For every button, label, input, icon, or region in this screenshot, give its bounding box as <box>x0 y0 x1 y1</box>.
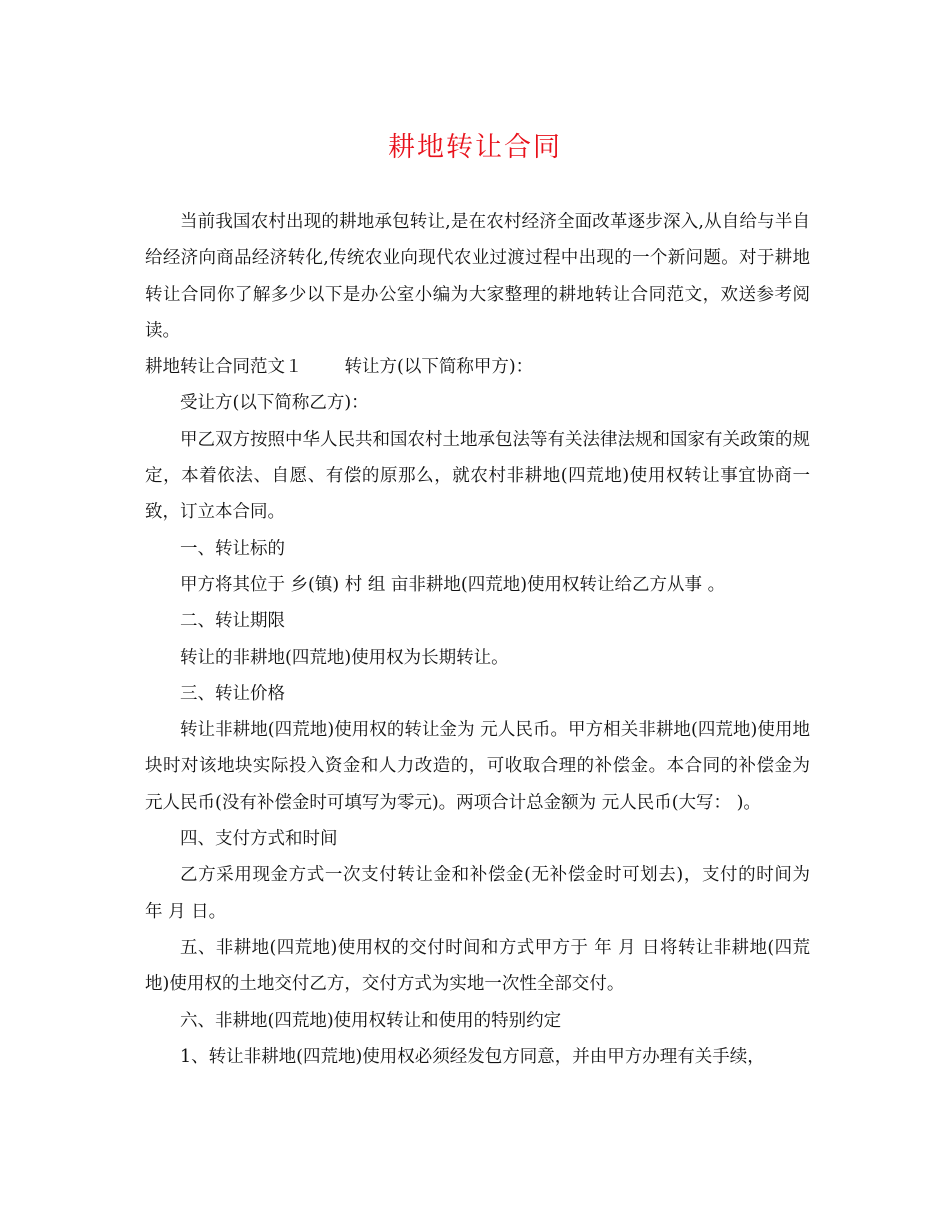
preamble-paragraph: 甲乙双方按照中华人民共和国农村土地承包法等有关法律法规和国家有关政策的规定，本着依法、自愿、有偿的原那么，就农村非耕地(四荒地)使用权转让事宜协商一致，订立本合同。 <box>145 429 810 523</box>
section-2-body: 转让的非耕地(四荒地)使用权为长期转让。 <box>180 647 509 668</box>
section-6-title: 六、非耕地(四荒地)使用权转让和使用的特别约定 <box>180 1010 562 1031</box>
section-6-item-1: 1、转让非耕地(四荒地)使用权必须经发包方同意，并由甲方办理有关手续， <box>180 1046 765 1067</box>
intro-paragraph: 当前我国农村出现的耕地承包转让,是在农村经济全面改革逐步深入,从自给与半自给经济向商品经济转化,传统农业向现代农业过渡过程中出现的一个新问题。对于耕地转让合同你了解多少以下是办公室小编为大家整理的耕地转让合同范文，欢送参考阅读。 <box>145 212 810 341</box>
sample-heading-line <box>145 349 810 385</box>
party-b-label: 受让方(以下简称乙方)： <box>180 393 369 414</box>
section-3-body: 转让非耕地(四荒地)使用权的转让金为 元人民币。甲方相关非耕地(四荒地)使用地块时对该地块实际投入资金和人力改造的，可收取合理的补偿金。本合同的补偿金为 元人民币(没有补偿金时可填写为零元)。两项合计总金额为 元人民币(大写： )。 <box>145 720 810 813</box>
sample-heading: 耕地转让合同范文１ <box>145 357 303 378</box>
document-body <box>145 204 810 1075</box>
section-3-title: 三、转让价格 <box>180 683 285 704</box>
section-1-body: 甲方将其位于 乡(镇) 村 组 亩非耕地(四荒地)使用权转让给乙方从事 。 <box>180 574 726 595</box>
section-2-title: 二、转让期限 <box>180 611 285 632</box>
section-4-body: 乙方采用现金方式一次支付转让金和补偿金(无补偿金时可划去)，支付的时间为 年 月 日。 <box>145 865 810 922</box>
section-5-body: 五、非耕地(四荒地)使用权的交付时间和方式甲方于 年 月 日将转让非耕地(四荒地)使用权的土地交付乙方，交付方式为实地一次性全部交付。 <box>145 937 810 995</box>
section-4-title: 四、支付方式和时间 <box>180 829 338 850</box>
document-title: 耕地转让合同 <box>388 132 562 163</box>
section-1-title: 一、转让标的 <box>180 538 285 559</box>
party-a-label: 转让方(以下简称甲方)： <box>344 357 534 378</box>
